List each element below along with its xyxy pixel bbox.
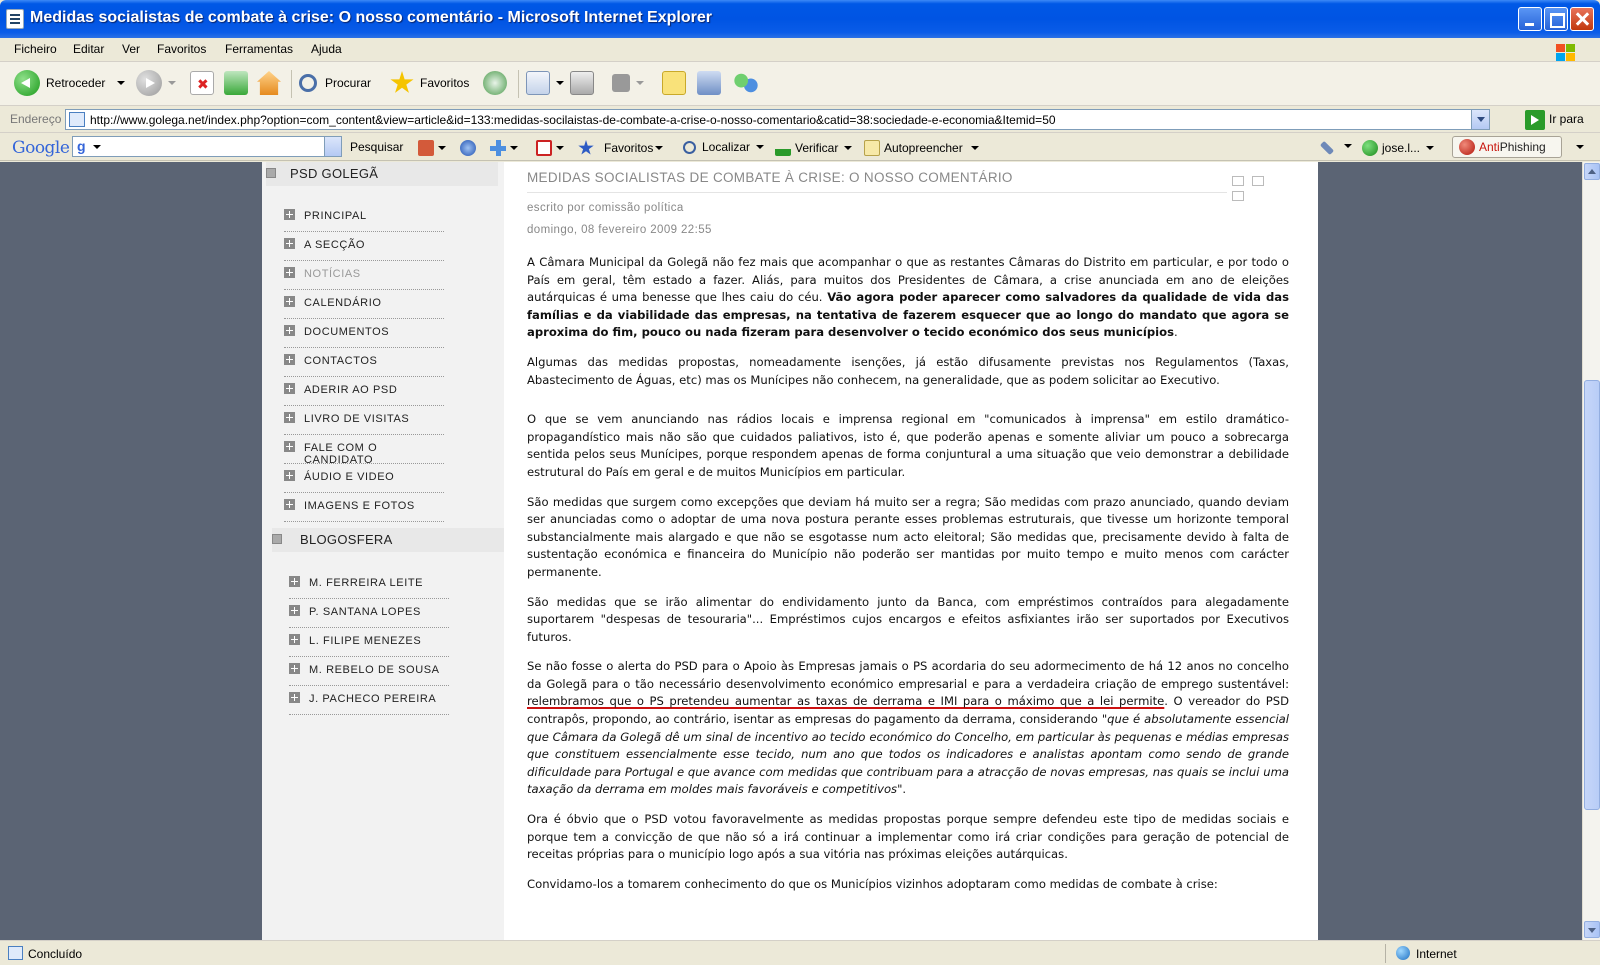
address-label: Endereço [10,112,62,126]
chevron-down-icon[interactable] [1344,144,1352,148]
standard-toolbar [0,62,1600,106]
research-button[interactable] [697,68,721,98]
sidebar-item-documentos[interactable]: DOCUMENTOS [284,322,444,348]
stop-icon: ✖ [190,71,214,95]
home-button[interactable] [257,68,281,98]
news-icon [418,140,434,156]
chevron-down-icon[interactable] [93,145,101,149]
chevron-down-icon[interactable] [636,81,644,85]
status-divider [1385,944,1386,963]
plus-box-icon [289,663,300,674]
google-account-button[interactable]: jose.l... [1362,140,1434,156]
minimize-button[interactable] [1518,7,1542,31]
scroll-up-button[interactable] [1584,163,1600,180]
plus-box-icon [284,499,295,510]
globe-icon [1396,946,1410,960]
plus-box-icon [284,470,295,481]
back-button[interactable] [14,68,125,98]
toolbar-separator [291,70,292,98]
page-icon [69,112,85,127]
status-green-icon [1362,140,1378,156]
blog-link[interactable]: L. FILIPE MENEZES [289,631,449,657]
page-done-icon [8,946,23,960]
web-page [262,162,1318,940]
email-icon[interactable] [1232,191,1244,201]
google-search-input[interactable] [72,136,342,157]
plus-box-icon [284,238,295,249]
popup-blocker-button[interactable] [536,140,564,156]
article-author: escrito por comissão política [527,202,684,214]
menu-help[interactable]: Ajuda [311,42,342,56]
sidebar-item-calendario[interactable]: CALENDÁRIO [284,293,444,319]
title-divider [527,192,1227,193]
article-date: domingo, 08 fevereiro 2009 22:55 [527,224,712,236]
article-actions [1232,174,1287,204]
address-input[interactable] [65,109,1490,130]
sidebar-section-blogosfera: BLOGOSFERA [272,528,504,552]
menu-favorites[interactable]: Favoritos [157,42,207,56]
printer-icon [570,71,594,95]
title-bar [0,0,1600,38]
popup-blocker-icon [536,140,552,156]
search-icon [683,141,696,154]
menu-bar [0,38,1600,62]
sidebar-item-aderir[interactable]: ADERIR AO PSD [284,380,444,406]
paragraph: Algumas das medidas propostas, nomeadamente isenções, já estão difusamente previstas nos Regulamentos (Taxas, Abastecimento de Águas, etc) mas os Munícipes não conhecem, na generalidade, que as podem solicitar ao Executivo. [527,354,1289,387]
forward-button[interactable] [136,68,176,98]
plus-box-icon [289,605,300,616]
maximize-button[interactable] [1544,7,1568,31]
print-button[interactable] [570,68,594,98]
plus-box-icon [284,267,295,278]
plus-icon [490,140,506,156]
security-zone: Internet [1416,947,1457,961]
google-logo: Google [12,138,70,158]
sidebar-section-psd: PSD GOLEGÃ [266,162,498,186]
chevron-down-icon[interactable] [844,146,852,150]
history-icon [483,71,507,95]
google-plus-button[interactable] [490,140,518,156]
favorites-button[interactable] [390,68,469,98]
search-icon [299,74,317,92]
address-dropdown-button[interactable] [1471,110,1489,129]
plus-box-icon [284,325,295,336]
google-toolbar [0,133,1600,161]
blog-link[interactable]: J. PACHECO PEREIRA [289,689,449,715]
star-icon [390,71,414,95]
globe-icon [460,140,476,156]
sidebar-item-contactos[interactable]: CONTACTOS [284,351,444,377]
go-arrow-icon[interactable] [1525,110,1545,130]
discuss-button[interactable] [662,68,686,98]
plus-box-icon [289,634,300,645]
messenger-button[interactable] [734,68,758,98]
article-body [527,254,1289,905]
address-bar [0,106,1600,133]
document-icon [6,9,24,29]
scroll-thumb[interactable] [1584,380,1600,810]
menu-edit[interactable]: Editar [73,42,105,56]
autofill-icon [864,140,880,156]
sidebar-item-livro-visitas[interactable]: LIVRO DE VISITAS [284,409,444,435]
square-bullet-icon [272,534,282,544]
google-spinner-button[interactable] [460,140,480,156]
chevron-down-icon[interactable] [117,81,125,85]
status-bar [0,940,1600,965]
chevron-down-icon[interactable] [438,146,446,150]
plus-box-icon [289,692,300,703]
close-button[interactable] [1570,7,1594,31]
chevron-down-icon[interactable] [510,146,518,150]
messenger-icon [734,71,758,95]
history-button[interactable] [483,68,507,98]
chevron-down-icon[interactable] [971,146,979,150]
window-title: Medidas socialistas de combate à crise: O nosso comentário - Microsoft Internet Explorer [30,9,712,26]
address-url[interactable]: http://www.golega.net/index.php?option=com_content&view=article&id=133:medidas-socilaistas-de-combate-a-crise-o-nosso-comentario&catid=38:sociedade-e-economia&Itemid=50 [90,113,1056,127]
paragraph: Convidamo-los a tomarem conhecimento do que os Municípios vizinhos adoptaram como medidas de combate à crise: [527,876,1218,891]
chevron-down-icon[interactable] [556,81,564,85]
go-button[interactable]: Ir para [1549,112,1584,126]
paragraph: Ora é óbvio que o PSD votou favoravelmente as medidas propostas porque sempre defendeu este tipo de medidas sociais e porque tem a convicção de que não só a irá continuar a implementar como irá criar condições para geração de potencial de receitas próprias para o município logo após a sua vitória nas próximas eleições autárquicas. [527,812,1289,862]
plus-box-icon [289,576,300,587]
chevron-down-icon[interactable] [168,81,176,85]
sidebar-item-fale-candidato[interactable]: FALE COM O CANDIDATO [284,438,444,464]
research-icon [697,71,721,95]
mail-button[interactable] [526,68,564,98]
settings-button[interactable] [1320,140,1352,151]
blog-link[interactable]: M. REBELO DE SOUSA [289,660,449,686]
plus-box-icon [284,354,295,365]
find-button[interactable]: Localizar [683,140,764,154]
search-button[interactable] [299,68,371,98]
highlighted-sentence: relembramos que o PS pretendeu aumentar as taxas de derrama e IMI para o máximo que a lei permite [527,694,1165,709]
google-favorites-button[interactable]: Favoritos [578,140,663,156]
refresh-button[interactable] [224,68,248,98]
autofill-button[interactable]: Autopreencher [864,140,979,156]
plus-box-icon [284,296,295,307]
back-arrow-icon [14,70,40,96]
plus-box-icon [284,383,295,394]
spellcheck-icon [775,140,791,156]
article-title: MEDIDAS SOCIALISTAS DE COMBATE À CRISE: O NOSSO COMENTÁRIO [527,170,1013,185]
google-g-icon: g [77,138,86,154]
spellcheck-button[interactable]: Verificar [775,140,852,156]
sidebar-item-noticias[interactable]: NOTÍCIAS [284,264,444,290]
paragraph: O que se vem anunciando nas rádios locais e imprensa regional em "comunicados à imprensa" em estilo dramático-propagandístico mais não são que cuidados paliativos, isto é, que poderão apenas e somente aliviar um pouco a sobrecarga sentida pelos seus Munícipes, porque respondem apenas de forma conjuntural a uma situação que veio demonstrar a debilidade estrutural do País em geral e de muitos Municípios em particular. [527,412,1289,479]
plus-box-icon [284,209,295,220]
antiphishing-icon [1459,139,1475,155]
paragraph: A Câmara Municipal da Golegã não fez mais que acompanhar o que as restantes Câmaras do Distrito em particular, e por todo o País em geral, têm estado a fazer. Aliás, para muitos dos Presidentes de Câmara, a crise anunciada em ano de eleições autárquicas é uma benesse que lhes caiu do céu. Vão agora poder aparecer como salvadores da qualidade de vida das famílias e da viabilidade das empresas, na tentativa de fazerem esquecer que ao longo do mandato que agora se aproxima do fim, pouco ou nada fizeram para desenvolver o tecido económico dos seus municípios. [527,255,1289,340]
status-text: Concluído [28,947,83,961]
forward-arrow-icon [136,70,162,96]
plus-box-icon [284,441,295,452]
sidebar-item-principal[interactable]: PRINCIPAL [284,206,444,232]
sidebar-item-seccao[interactable]: A SECÇÃO [284,235,444,261]
paragraph: Se não fosse o alerta do PSD para o Apoio às Empresas jamais o PS acordaria do seu adormecimento de há 12 anos no concelho da Golegã para o tão necessário desenvolvimento económico empresarial e para a verdadeira criação de emprego sustentável: relembramos que o PS pretendeu aumentar as taxas de derrama e IMI para o máximo que a lei permite. O vereador do PSD contrapôs, propondo, ao contrário, isentar as empresas do pagamento da derrama, considerando "que é absolutamente essencial que Câmara da Golegã dê um sinal de incentivo ao tecido económico do Concelho, em particular às pequenas e médias empresas que constituem essencialmente esse tecido, num ano que todos os indicadores e analistas apontam como sendo de grande dificuldade para Portugal e que avance com medidas que contribuam para a atracção de novas empresas, nas quais se inclui uma taxação da derrama em moldes mais favoráveis e competitivos". [527,659,1290,797]
blog-link[interactable]: P. SANTANA LOPES [289,602,449,628]
windows-logo-icon [1554,42,1576,62]
sidebar-item-imagens-fotos[interactable]: IMAGENS E FOTOS [284,496,444,522]
web-viewport [0,162,1582,940]
back-label: Retroceder [46,76,106,90]
refresh-icon [224,71,248,95]
google-history-dropdown[interactable] [324,137,341,156]
star-icon [578,140,594,156]
plus-box-icon [284,412,295,423]
edit-icon [612,74,630,92]
pdf-icon[interactable] [1232,176,1244,186]
blog-link[interactable]: M. FERREIRA LEITE [289,573,449,599]
chevron-down-icon[interactable] [1576,145,1584,149]
menu-file[interactable]: Ficheiro [14,42,57,56]
chevron-down-icon[interactable] [756,145,764,149]
note-icon [662,71,686,95]
sidebar-item-audio-video[interactable]: ÁUDIO E VIDEO [284,467,444,493]
antiphishing-button[interactable]: Anti Phishing [1452,136,1562,158]
stop-button[interactable] [190,68,214,98]
mail-icon [526,71,550,95]
search-label: Procurar [325,76,372,90]
toolbar-separator [518,70,519,98]
wrench-icon [1320,141,1334,155]
paragraph: São medidas que se irão alimentar do endividamento junto da Banca, com empréstimos contraídos para alegadamente suportarem "despesas de tesouraria"... Empréstimos cujos encargos e efeitos asfixiantes irão ser suportados por Executivos futuros. [527,594,1289,644]
chevron-down-icon[interactable] [556,146,564,150]
favorites-label: Favoritos [420,76,470,90]
print-icon[interactable] [1252,176,1264,186]
sidebar [262,162,504,940]
vertical-scrollbar[interactable] [1582,162,1600,940]
menu-tools[interactable]: Ferramentas [225,42,294,56]
google-news-button[interactable] [418,140,446,156]
home-icon [257,71,281,95]
square-bullet-icon [266,168,276,178]
edit-button[interactable] [612,68,644,98]
google-search-button[interactable]: Pesquisar [350,140,404,154]
chevron-down-icon[interactable] [655,146,663,150]
paragraph: São medidas que surgem como excepções que deviam há muito ser a regra; São medidas com prazo anunciado, quando deviam ser anunciadas como o adoptar de uma nova postura perante esses problemas estruturais, que tivesse um horizonte temporal substancialmente mais alargado e que não se esgotasse num acto eleitoral; São medidas que, precisamente devido à falta de sustentação económica e financeira do Município não poderão ser mantidas por muito tempo e muito menos com carácter permanente. [527,494,1289,579]
scroll-down-button[interactable] [1584,921,1600,938]
chevron-down-icon[interactable] [1426,146,1434,150]
menu-view[interactable]: Ver [122,42,141,56]
